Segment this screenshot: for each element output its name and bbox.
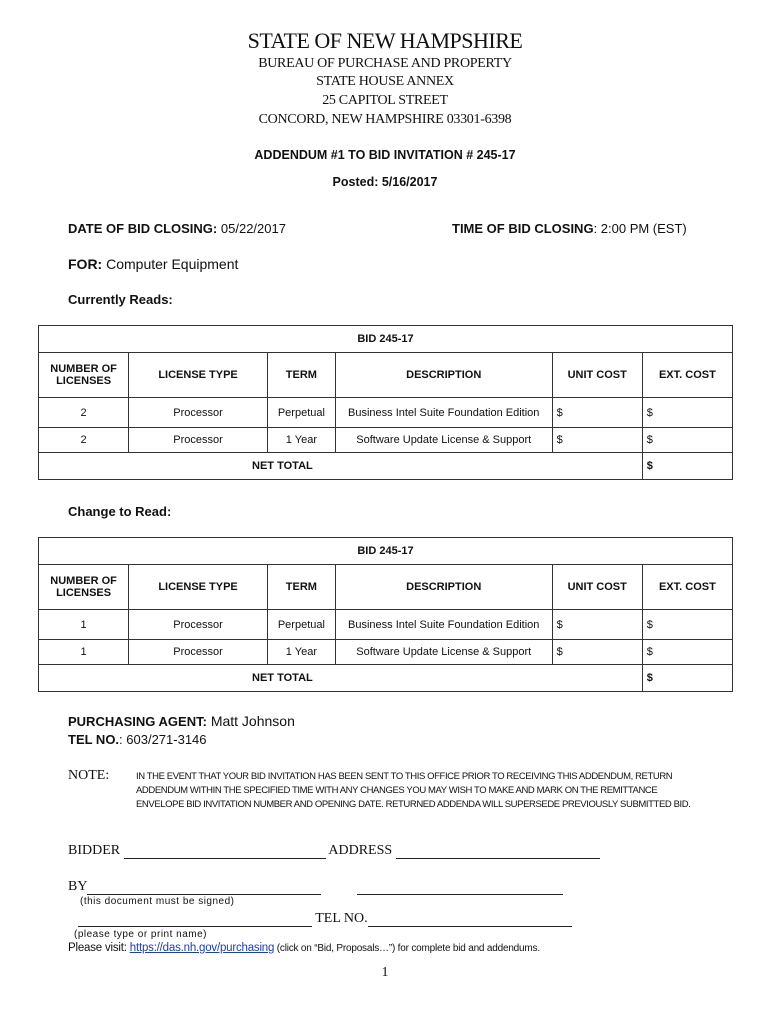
col-number-of-licenses: NUMBER OF LICENSES xyxy=(39,353,129,398)
cell-ext: $ xyxy=(642,640,732,665)
agent-label: PURCHASING AGENT: xyxy=(68,714,207,729)
purchasing-agent xyxy=(68,713,295,729)
cell-ext: $ xyxy=(642,398,732,428)
state-title: STATE OF NEW HAMPSHIRE xyxy=(247,28,523,53)
cell-license: Processor xyxy=(129,610,268,640)
annex-line: STATE HOUSE ANNEX xyxy=(316,74,454,89)
col-description: DESCRIPTION xyxy=(335,353,552,398)
signature-field[interactable] xyxy=(87,881,321,895)
cell-desc: Business Intel Suite Foundation Edition xyxy=(335,610,552,640)
visit-suffix: (click on “Bid, Proposals…”) for complete bid and addendums. xyxy=(274,943,540,954)
address-label: ADDRESS xyxy=(328,843,393,858)
cell-ext: $ xyxy=(642,610,732,640)
bid-table-current xyxy=(38,325,733,480)
date-field[interactable] xyxy=(357,881,563,895)
tel-label: TEL NO. xyxy=(68,732,120,747)
agent-name: Matt Johnson xyxy=(210,713,295,729)
purchasing-link[interactable]: https://das.nh.gov/purchasing xyxy=(129,942,275,954)
for-value: Computer Equipment xyxy=(106,256,239,272)
table-caption: BID 245-17 xyxy=(39,326,733,353)
col-description: DESCRIPTION xyxy=(335,565,552,610)
posted-date: Posted: 5/16/2017 xyxy=(332,175,438,189)
col-license-type: LICENSE TYPE xyxy=(129,353,268,398)
table-row xyxy=(39,640,733,665)
street-line: 25 CAPITOL STREET xyxy=(322,93,448,108)
change-to-read-heading: Change to Read: xyxy=(68,504,172,519)
cell-term: 1 Year xyxy=(267,640,335,665)
tel-field[interactable] xyxy=(368,913,572,927)
signed-hint: (this document must be signed) xyxy=(80,896,235,907)
page-number: 1 xyxy=(381,965,389,980)
closing-time-label: TIME OF BID CLOSING xyxy=(452,221,594,236)
by-label: BY xyxy=(68,879,88,894)
cell-desc: Software Update License & Support xyxy=(335,428,552,453)
for-label: FOR: xyxy=(68,256,103,272)
print-hint: (please type or print name) xyxy=(74,929,208,940)
cell-term: 1 Year xyxy=(267,428,335,453)
bidder-address-row xyxy=(68,843,600,859)
cell-num: 1 xyxy=(39,610,129,640)
cell-unit: $ xyxy=(552,610,642,640)
cell-desc: Software Update License & Support xyxy=(335,640,552,665)
city-line: CONCORD, NEW HAMPSHIRE 03301-6398 xyxy=(258,112,512,127)
visit-prefix: Please visit: xyxy=(68,942,130,954)
col-term: TERM xyxy=(267,565,335,610)
cell-num: 2 xyxy=(39,398,129,428)
cell-ext: $ xyxy=(642,428,732,453)
bid-closing-time xyxy=(452,221,687,236)
cell-num: 2 xyxy=(39,428,129,453)
currently-reads-heading: Currently Reads: xyxy=(68,292,173,307)
printed-name-field[interactable] xyxy=(78,913,312,927)
bid-closing-date xyxy=(68,221,286,236)
net-total-value: $ xyxy=(642,665,732,692)
cell-desc: Business Intel Suite Foundation Edition xyxy=(335,398,552,428)
net-total-label: NET TOTAL xyxy=(39,453,643,480)
closing-time-value: : 2:00 PM (EST) xyxy=(593,221,687,236)
col-term: TERM xyxy=(267,353,335,398)
tel-value: : 603/271-3146 xyxy=(119,732,207,747)
bidder-label: BIDDER xyxy=(68,843,121,858)
table-row xyxy=(39,610,733,640)
closing-date-label: DATE OF BID CLOSING: xyxy=(68,221,218,236)
col-unit-cost: UNIT COST xyxy=(552,565,642,610)
cell-license: Processor xyxy=(129,398,268,428)
note-text: IN THE EVENT THAT YOUR BID INVITATION HAS BEEN SENT TO THIS OFFICE PRIOR TO RECEIVING THIS ADDENDUM, RETURN ADDENDUM WITHIN THE SPECIFIED TIME WITH ANY CHANGES YOU MAY WISH TO MAKE AND MARK ON THE REMITTANCE ENVELOPE BID INVITATION NUMBER AND OPENING DATE. RETURNED ADDENDA WILL SUPERSEDE PREVIOUSLY SUBMITTED BID. xyxy=(136,771,691,810)
agent-telephone xyxy=(68,732,207,747)
by-row xyxy=(68,879,563,895)
closing-date-value: 05/22/2017 xyxy=(220,221,286,236)
col-license-type: LICENSE TYPE xyxy=(129,565,268,610)
col-ext-cost: EXT. COST xyxy=(642,565,732,610)
col-unit-cost: UNIT COST xyxy=(552,353,642,398)
table-caption: BID 245-17 xyxy=(39,538,733,565)
tel-field-label: TEL NO. xyxy=(315,911,368,926)
note-label: NOTE: xyxy=(68,768,110,783)
bid-table-changed xyxy=(38,537,733,692)
cell-num: 1 xyxy=(39,640,129,665)
cell-unit: $ xyxy=(552,428,642,453)
cell-license: Processor xyxy=(129,428,268,453)
cell-unit: $ xyxy=(552,398,642,428)
net-total-row xyxy=(39,665,733,692)
col-number-of-licenses: NUMBER OF LICENSES xyxy=(39,565,129,610)
table-row xyxy=(39,398,733,428)
footer-visit xyxy=(68,942,540,954)
col-ext-cost: EXT. COST xyxy=(642,353,732,398)
net-total-row xyxy=(39,453,733,480)
net-total-value: $ xyxy=(642,453,732,480)
cell-term: Perpetual xyxy=(267,398,335,428)
bidder-field[interactable] xyxy=(124,845,326,859)
cell-term: Perpetual xyxy=(267,610,335,640)
table-row xyxy=(39,428,733,453)
bureau-line: BUREAU OF PURCHASE AND PROPERTY xyxy=(258,56,512,71)
address-field[interactable] xyxy=(396,845,600,859)
addendum-title: ADDENDUM #1 TO BID INVITATION # 245-17 xyxy=(254,148,516,162)
cell-license: Processor xyxy=(129,640,268,665)
name-tel-row xyxy=(78,911,572,927)
cell-unit: $ xyxy=(552,640,642,665)
net-total-label: NET TOTAL xyxy=(39,665,643,692)
for-line xyxy=(68,256,238,272)
